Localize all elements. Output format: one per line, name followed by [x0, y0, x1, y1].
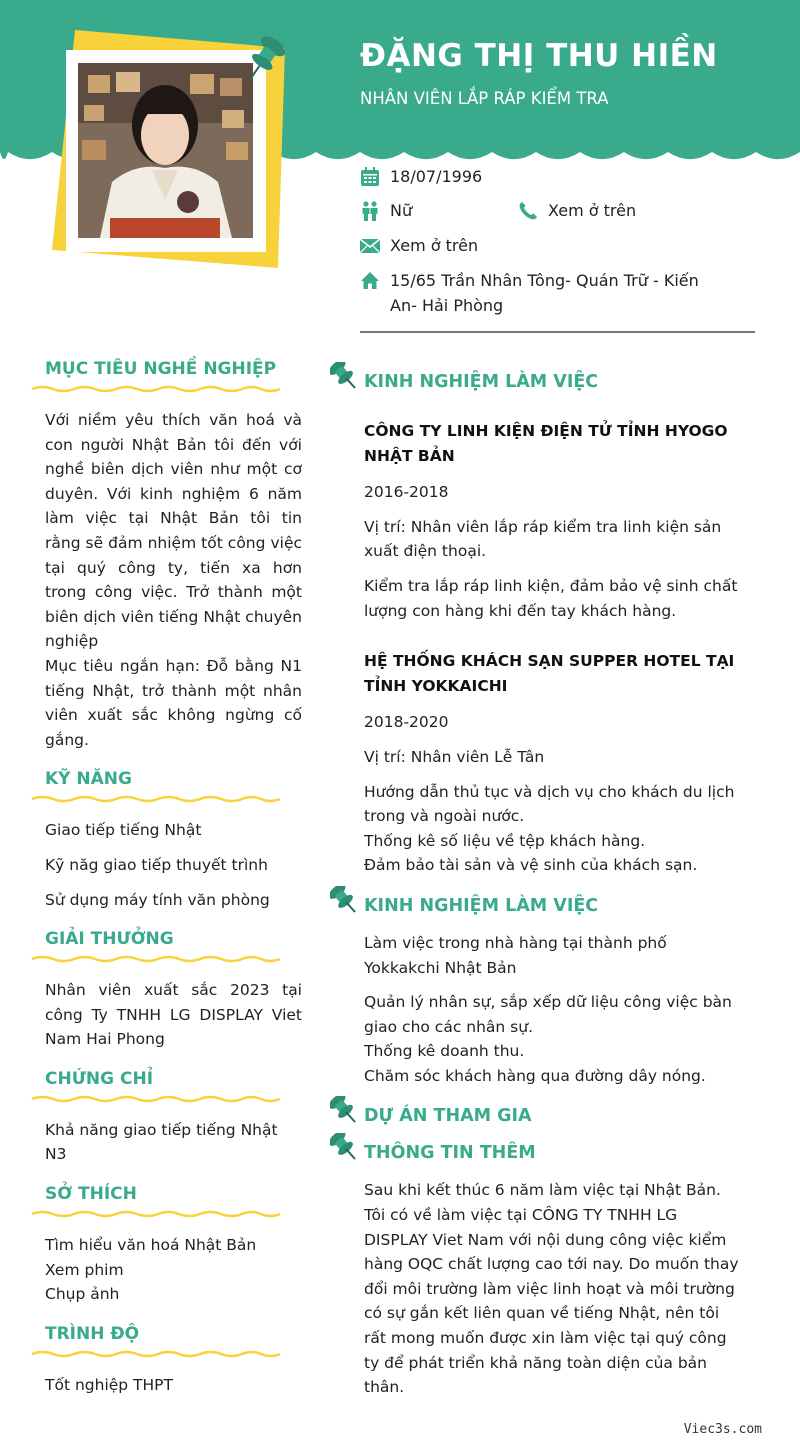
pin-icon [330, 886, 356, 914]
awards-heading: GIẢI THƯỞNG [45, 929, 174, 950]
job-description: Thống kê số liệu về tệp khách hàng. [364, 831, 646, 850]
address-value [390, 268, 699, 318]
job-description: Chăm sóc khách hàng qua đường dây nóng. [364, 1066, 706, 1085]
section-underline [30, 1092, 282, 1106]
more-info-section [330, 1133, 740, 1399]
experience-heading: KINH NGHIỆM LÀM VIỆC [364, 895, 599, 916]
birthday-value: 18/07/1996 [390, 167, 483, 186]
candidate-name: ĐẶNG THỊ THU HIỀN [360, 38, 718, 74]
job-description: Hướng dẫn thủ tục và dịch vụ cho khách du lịch trong và ngoài nước. [364, 782, 735, 826]
company-name: HỆ THỐNG KHÁCH SẠN SUPPER HOTEL TẠI TỈNH YOKKAICHI [364, 652, 735, 695]
contact-phone [518, 201, 636, 223]
education-body: Tốt nghiệp THPT [45, 1375, 173, 1394]
experience-section-2 [330, 886, 740, 1089]
section-underline [30, 952, 282, 966]
gender-value: Nữ [390, 201, 413, 220]
more-info-body: Sau khi kết thúc 6 năm làm việc tại Nhật Bản. Tôi có về làm việc tại CÔNG TY TNHH LG DISPLAY Viet Nam với nội dung công việc kiểm hàng OQC chất lượng cao tới nay. Do muốn thay đổi môi trường làm việc linh hoạt và môi trường có sự gắn kết liên quan về tiếng Nhật, nên tôi rất mong muốn được xin làm việc tại quý công ty để phát triển khả năng toàn diện của bản thân. [364, 1181, 739, 1397]
hobbies-section [30, 1181, 302, 1307]
hobby-item: Xem phim [45, 1260, 124, 1279]
awards-section [30, 926, 302, 1052]
email-value: Xem ở trên [390, 236, 479, 255]
skills-section [30, 766, 302, 912]
contact-address [360, 271, 699, 318]
skill-item: Giao tiếp tiếng Nhật [45, 821, 202, 840]
section-underline [30, 1207, 282, 1221]
experience-heading: KINH NGHIỆM LÀM VIỆC [364, 372, 599, 392]
pin-icon [330, 1133, 356, 1161]
calendar-icon [360, 167, 380, 187]
certificates-heading: CHỨNG CHỈ [45, 1068, 154, 1089]
pin-icon [330, 362, 356, 390]
job-place: Làm việc trong nhà hàng tại thành phố Yokkakchi Nhật Bản [364, 933, 667, 977]
job-title: NHÂN VIÊN LẮP RÁP KIỂM TRA [360, 89, 609, 108]
right-column [330, 362, 740, 1400]
projects-section [330, 1096, 740, 1129]
job-description: Đảm bảo tài sản và vệ sinh của khách sạn. [364, 856, 698, 875]
hobbies-heading: SỞ THÍCH [45, 1184, 137, 1205]
watermark: Viec3s.com [683, 1422, 762, 1437]
hobby-item: Tìm hiểu văn hoá Nhật Bản [45, 1236, 257, 1255]
job-entry [364, 419, 740, 623]
mail-icon [360, 236, 380, 256]
section-underline [30, 792, 282, 806]
home-icon [360, 271, 380, 291]
objective-paragraph-1: Với niềm yêu thích văn hoá và con người Nhật Bản tôi đến với nghề biên dịch viên như một cơ duyên. Với kinh nghiệm 6 năm làm việc tại Nhật Bản tôi tin rằng sẽ đảm nhiệm tốt công việc tại quý công ty, tiến xa hơn trong công việc. Trở thành một biên dịch viên tiếng Nhật chuyên nghiệp [45, 411, 302, 651]
education-heading: TRÌNH ĐỘ [45, 1323, 140, 1344]
address-line-1: 15/65 Trần Nhân Tông- Quán Trữ - Kiến [390, 271, 699, 290]
job-description: Kiểm tra lắp ráp linh kiện, đảm bảo vệ sinh chất lượng con hàng khi đến tay khách hàng. [364, 576, 738, 620]
job-period: 2016-2018 [364, 483, 449, 502]
projects-heading: DỰ ÁN THAM GIA [364, 1106, 532, 1127]
certificates-section [30, 1066, 302, 1167]
awards-body: Nhân viên xuất sắc 2023 tại công Ty TNHH LG DISPLAY Viet Nam Hai Phong [45, 981, 302, 1049]
skill-item: Sử dụng máy tính văn phòng [45, 890, 270, 909]
job-entry [364, 649, 740, 878]
pin-icon [330, 1096, 356, 1124]
left-column [30, 356, 302, 1411]
phone-value: Xem ở trên [548, 201, 637, 220]
profile-photo [78, 63, 253, 238]
certificates-body: Khả năng giao tiếp tiếng Nhật N3 [45, 1120, 278, 1164]
job-position: Vị trí: Nhân viên Lễ Tân [364, 747, 545, 766]
education-section [30, 1321, 302, 1398]
contact-gender [360, 201, 412, 223]
skill-item: Kỹ năg giao tiếp thuyết trình [45, 855, 268, 874]
section-underline [30, 1347, 282, 1361]
job-period: 2018-2020 [364, 713, 449, 732]
people-icon [360, 201, 380, 221]
address-line-2: An- Hải Phòng [390, 296, 504, 315]
objective-paragraph-2: Mục tiêu ngắn hạn: Đỗ bằng N1 tiếng Nhật, trở thành một nhân viên xuất sắc không ngừng cố gắng. [45, 656, 302, 749]
objective-heading: MỤC TIÊU NGHỀ NGHIỆP [45, 359, 277, 379]
header-divider [360, 331, 755, 333]
contact-birthday [360, 167, 482, 189]
objective-body [45, 408, 302, 752]
experience-section-1 [330, 362, 740, 878]
phone-icon [518, 201, 538, 221]
skills-list [45, 818, 302, 912]
job-description: Thống kê doanh thu. [364, 1042, 525, 1061]
contact-email [360, 236, 478, 258]
more-info-heading: THÔNG TIN THÊM [364, 1143, 536, 1164]
hobbies-list [45, 1233, 302, 1307]
skills-heading: KỸ NĂNG [45, 769, 132, 790]
company-name: CÔNG TY LINH KIỆN ĐIỆN TỬ TỈNH HYOGO NHẬT BẢN [364, 422, 728, 465]
profile-photo-frame [40, 30, 300, 275]
section-underline [30, 382, 282, 396]
objective-section [30, 356, 302, 752]
hobby-item: Chụp ảnh [45, 1285, 120, 1304]
job-description: Quản lý nhân sự, sắp xếp dữ liệu công việc bàn giao cho các nhân sự. [364, 993, 732, 1036]
job-position: Vị trí: Nhân viên lắp ráp kiểm tra linh kiện sản xuất điện thoại. [364, 517, 722, 561]
